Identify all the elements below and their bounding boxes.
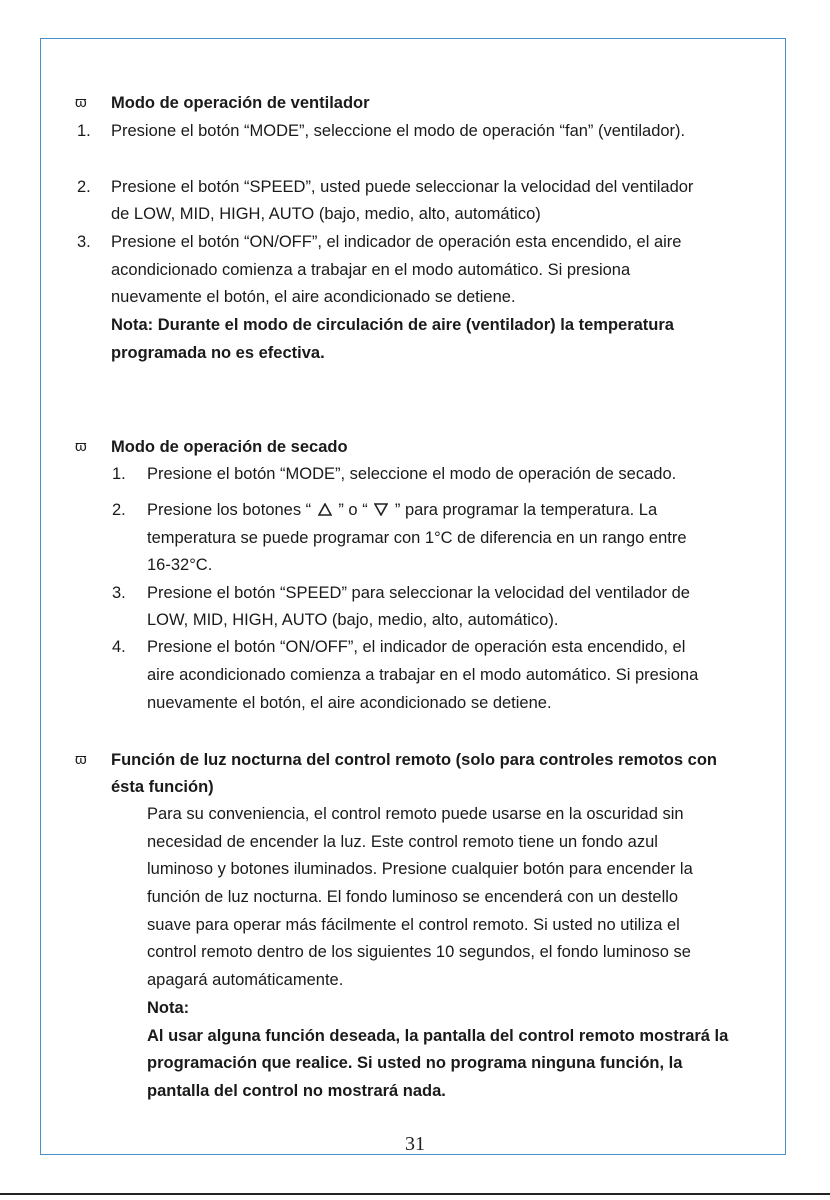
- note-text: Al usar alguna función deseada, la pantalla del control remoto mostrará la: [147, 1027, 729, 1045]
- note-label: Nota:: [147, 999, 190, 1017]
- section-title: Función de luz nocturna del control remoto (solo para controles remotos con: [111, 751, 717, 769]
- bottom-divider: [0, 1193, 830, 1195]
- section-title: ésta función): [111, 778, 214, 796]
- note-text: programación que realice. Si usted no programa ninguna función, la: [147, 1054, 683, 1072]
- section-bullet: ϖ: [75, 751, 87, 768]
- item-number: 3.: [112, 584, 126, 602]
- item-text: nuevamente el botón, el aire acondicionado se detiene.: [111, 288, 516, 306]
- up-triangle-icon: [318, 503, 332, 516]
- item-number: 3.: [77, 233, 91, 251]
- section-title: Modo de operación de ventilador: [111, 94, 370, 112]
- page-number: 31: [405, 1133, 425, 1155]
- note-text: Nota: Durante el modo de circulación de aire (ventilador) la temperatura: [111, 316, 674, 334]
- item-text: Presione el botón “MODE”, seleccione el modo de operación de secado.: [147, 465, 677, 483]
- body-text: necesidad de encender la luz. Este control remoto tiene un fondo azul: [147, 833, 658, 851]
- section-title: Modo de operación de secado: [111, 438, 348, 456]
- item-text: 16-32°C.: [147, 556, 213, 574]
- item-number: 2.: [112, 501, 126, 519]
- item-text: Presione el botón “SPEED” para seleccionar la velocidad del ventilador de: [147, 584, 690, 602]
- body-text: suave para operar más fácilmente el control remoto. Si usted no utiliza el: [147, 916, 680, 934]
- item-text: [147, 500, 657, 520]
- item-text: de LOW, MID, HIGH, AUTO (bajo, medio, alto, automático): [111, 205, 541, 223]
- body-text: función de luz nocturna. El fondo luminoso se encenderá con un destello: [147, 888, 679, 906]
- note-text: programada no es efectiva.: [111, 344, 325, 362]
- item-text: aire acondicionado comienza a trabajar en el modo automático. Si presiona: [147, 666, 699, 684]
- item-text: Presione el botón “MODE”, seleccione el modo de operación “fan” (ventilador).: [111, 122, 686, 140]
- body-text: control remoto dentro de los siguientes 10 segundos, el fondo luminoso se: [147, 943, 691, 961]
- note-text: pantalla del control no mostrará nada.: [147, 1082, 446, 1100]
- body-text: Para su conveniencia, el control remoto puede usarse en la oscuridad sin: [147, 805, 684, 823]
- item-text-part: Presione los botones “: [147, 501, 316, 519]
- section-bullet: ϖ: [75, 94, 87, 111]
- item-number: 1.: [77, 122, 91, 140]
- item-text: temperatura se puede programar con 1°C de diferencia en un rango entre: [147, 529, 687, 547]
- item-text-part: ” o “: [333, 501, 373, 519]
- item-text: Presione el botón “ON/OFF”, el indicador de operación esta encendido, el: [147, 638, 686, 656]
- section-bullet: ϖ: [75, 438, 87, 455]
- item-text: LOW, MID, HIGH, AUTO (bajo, medio, alto, automático).: [147, 611, 559, 629]
- down-triangle-icon: [374, 503, 388, 516]
- item-number: 1.: [112, 465, 126, 483]
- item-text: Presione el botón “ON/OFF”, el indicador de operación esta encendido, el aire: [111, 233, 682, 251]
- item-text: acondicionado comienza a trabajar en el modo automático. Si presiona: [111, 261, 631, 279]
- body-text: luminoso y botones iluminados. Presione cualquier botón para encender la: [147, 860, 693, 878]
- item-number: 4.: [112, 638, 126, 656]
- item-text-part: ” para programar la temperatura. La: [390, 501, 658, 519]
- item-number: 2.: [77, 178, 91, 196]
- item-text: nuevamente el botón, el aire acondicionado se detiene.: [147, 694, 552, 712]
- item-text: Presione el botón “SPEED”, usted puede seleccionar la velocidad del ventilador: [111, 178, 694, 196]
- body-text: apagará automáticamente.: [147, 971, 344, 989]
